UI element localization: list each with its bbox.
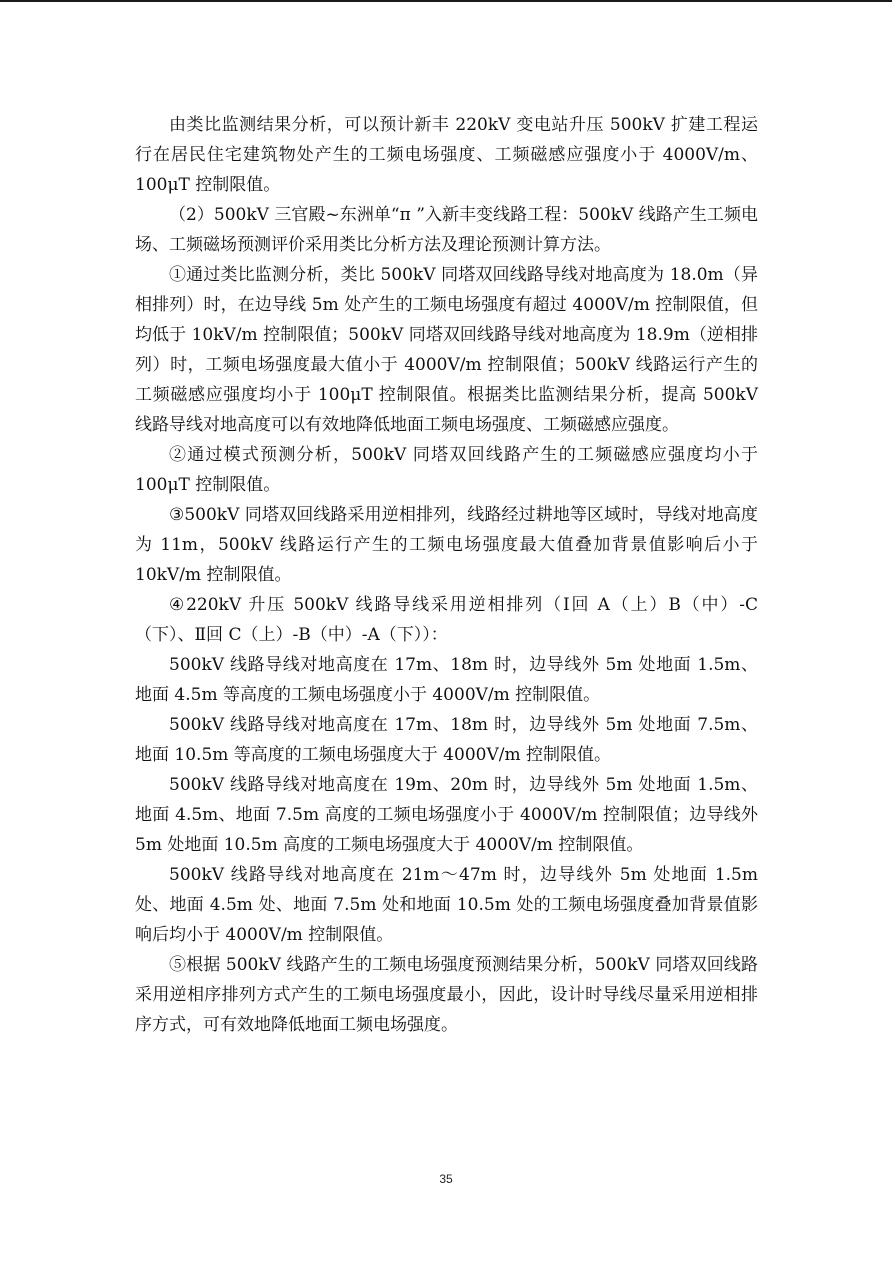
paragraph-height-19-20: 500kV 线路导线对地高度在 19m、20m 时，边导线外 5m 处地面 1.5m、地面 4.5m、地面 7.5m 高度的工频电场强度小于 4000V/m 控制限值；边导线外 5m 处地面 10.5m 高度的工频电场强度大于 4000V/m 控制限值。 (135, 775, 758, 855)
paragraph-item-1: ①通过类比监测分析，类比 500kV 同塔双回线路导线对地高度为 18.0m（异相排列）时，在边导线 5m 处产生的工频电场强度有超过 4000V/m 控制限值，但均低于 10kV/m 控制限值；500kV 同塔双回线路导线对地高度为 18.9m（逆相排列）时，工频电场强度最大值小于 4000V/m 控制限值；500kV 线路运行产生的工频磁感应强度均小于 100μT 控制限值。根据类比监测结果分析，提高 500kV 线路导线对地高度可以有效地降低地面工频电场强度、工频磁感应强度。 (135, 265, 758, 435)
top-border-line (0, 0, 892, 2)
body-text (135, 110, 758, 1040)
paragraph-height-17-18-high: 500kV 线路导线对地高度在 17m、18m 时，边导线外 5m 处地面 7.5m、地面 10.5m 等高度的工频电场强度大于 4000V/m 控制限值。 (135, 715, 758, 765)
paragraph-analysis-conclusion: 由类比监测结果分析，可以预计新丰 220kV 变电站升压 500kV 扩建工程运行在居民住宅建筑物处产生的工频电场强度、工频磁感应强度小于 4000V/m、100μT 控制限值。 (135, 115, 758, 195)
paragraph-item-5: ⑤根据 500kV 线路产生的工频电场强度预测结果分析，500kV 同塔双回线路采用逆相序排列方式产生的工频电场强度最小，因此，设计时导线尽量采用逆相排序方式，可有效地降低地面工频电场强度。 (135, 955, 758, 1035)
paragraph-item-4: ④220kV 升压 500kV 线路导线采用逆相排列（Ⅰ回 A（上）B（中）-C（下）、Ⅱ回 C（上）-B（中）-A（下））： (135, 595, 758, 645)
paragraph-height-21-47: 500kV 线路导线对地高度在 21m～47m 时，边导线外 5m 处地面 1.5m 处、地面 4.5m 处、地面 7.5m 处和地面 10.5m 处的工频电场强度叠加背景值影响后均小于 4000V/m 控制限值。 (135, 865, 758, 945)
page-number: 35 (439, 1172, 453, 1186)
paragraph-line-project-intro: （2）500kV 三官殿~东洲单“π ”入新丰变线路工程：500kV 线路产生工频电场、工频磁场预测评价采用类比分析方法及理论预测计算方法。 (135, 205, 758, 255)
paragraph-item-3: ③500kV 同塔双回线路采用逆相排列，线路经过耕地等区域时，导线对地高度为 11m，500kV 线路运行产生的工频电场强度最大值叠加背景值影响后小于 10kV/m 控制限值。 (135, 505, 758, 585)
paragraph-height-17-18-low: 500kV 线路导线对地高度在 17m、18m 时，边导线外 5m 处地面 1.5m、地面 4.5m 等高度的工频电场强度小于 4000V/m 控制限值。 (135, 655, 758, 705)
paragraph-item-2: ②通过模式预测分析，500kV 同塔双回线路产生的工频磁感应强度均小于 100μT 控制限值。 (135, 445, 758, 495)
